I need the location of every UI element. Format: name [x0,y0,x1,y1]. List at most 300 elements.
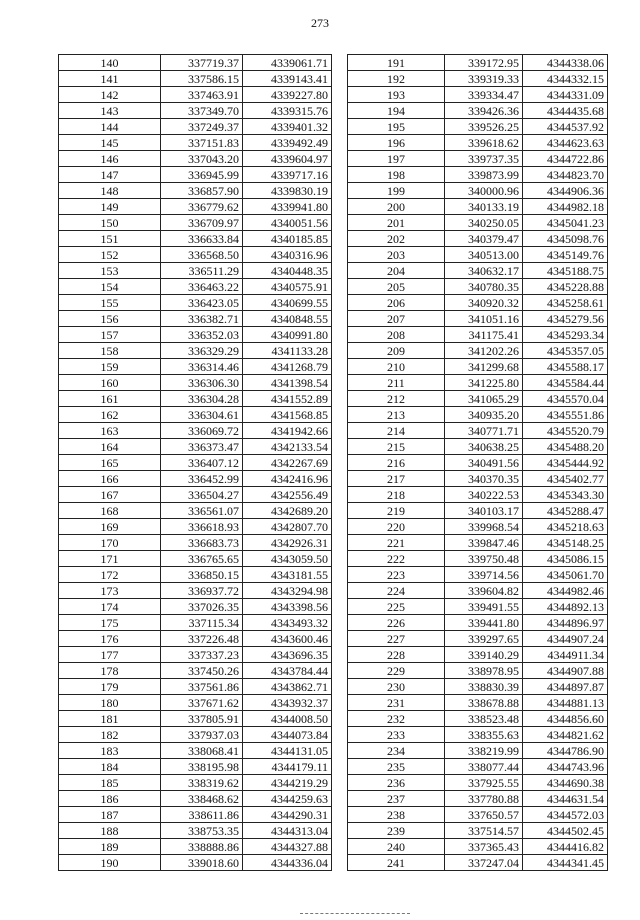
table-row [348,471,608,487]
x-coordinate-cell: 336352.03 [161,327,243,343]
x-coordinate-cell: 338678.88 [445,695,523,711]
table-row [348,279,608,295]
table-row [348,423,608,439]
x-coordinate-cell: 336633.84 [161,231,243,247]
y-coordinate-cell: 4344907.88 [523,663,608,679]
y-coordinate-cell: 4344073.84 [243,727,332,743]
x-coordinate-cell: 339441.80 [445,615,523,631]
point-number-cell: 174 [59,599,161,615]
x-coordinate-cell: 336069.72 [161,423,243,439]
table-row [348,199,608,215]
table-row [59,151,332,167]
y-coordinate-cell: 4344416.82 [523,839,608,855]
y-coordinate-cell: 4340448.35 [243,263,332,279]
table-row [59,663,332,679]
page-number: 273 [311,16,329,30]
x-coordinate-cell: 339737.35 [445,151,523,167]
x-coordinate-cell: 336779.62 [161,199,243,215]
y-coordinate-cell: 4341268.79 [243,359,332,375]
x-coordinate-cell: 336306.30 [161,375,243,391]
point-number-cell: 164 [59,439,161,455]
point-number-cell: 234 [348,743,445,759]
x-coordinate-cell: 337937.03 [161,727,243,743]
table-row [348,631,608,647]
point-number-cell: 186 [59,791,161,807]
point-number-cell: 217 [348,471,445,487]
point-number-cell: 213 [348,407,445,423]
table-row [348,87,608,103]
table-row [59,471,332,487]
y-coordinate-cell: 4345258.61 [523,295,608,311]
point-number-cell: 168 [59,503,161,519]
x-coordinate-cell: 337226.48 [161,631,243,647]
point-number-cell: 159 [59,359,161,375]
table-row [348,135,608,151]
y-coordinate-cell: 4340185.85 [243,231,332,247]
point-number-cell: 143 [59,103,161,119]
point-number-cell: 198 [348,167,445,183]
y-coordinate-cell: 4345584.44 [523,375,608,391]
y-coordinate-cell: 4341942.66 [243,423,332,439]
point-number-cell: 152 [59,247,161,263]
point-number-cell: 240 [348,839,445,855]
x-coordinate-cell: 339750.48 [445,551,523,567]
table-row [348,599,608,615]
x-coordinate-cell: 341225.80 [445,375,523,391]
x-coordinate-cell: 336314.46 [161,359,243,375]
table-row [348,311,608,327]
table-row [59,759,332,775]
x-coordinate-cell: 337780.88 [445,791,523,807]
table-row [348,775,608,791]
point-number-cell: 203 [348,247,445,263]
point-number-cell: 216 [348,455,445,471]
y-coordinate-cell: 4342926.31 [243,535,332,551]
x-coordinate-cell: 336407.12 [161,455,243,471]
y-coordinate-cell: 4343932.37 [243,695,332,711]
table-row [59,183,332,199]
x-coordinate-cell: 339526.25 [445,119,523,135]
point-number-cell: 192 [348,71,445,87]
x-coordinate-cell: 337026.35 [161,599,243,615]
y-coordinate-cell: 4344131.05 [243,743,332,759]
point-number-cell: 197 [348,151,445,167]
y-coordinate-cell: 4344881.13 [523,695,608,711]
table-row [59,535,332,551]
table-row [59,215,332,231]
y-coordinate-cell: 4345551.86 [523,407,608,423]
table-row [59,711,332,727]
table-row [59,647,332,663]
point-number-cell: 237 [348,791,445,807]
point-number-cell: 150 [59,215,161,231]
table-row [348,359,608,375]
table-row [59,55,332,71]
point-number-cell: 241 [348,855,445,871]
point-number-cell: 221 [348,535,445,551]
x-coordinate-cell: 340000.96 [445,183,523,199]
x-coordinate-cell: 337514.57 [445,823,523,839]
table-row [348,247,608,263]
x-coordinate-cell: 340491.56 [445,455,523,471]
x-coordinate-cell: 339873.99 [445,167,523,183]
x-coordinate-cell: 341051.16 [445,311,523,327]
table-row [348,583,608,599]
y-coordinate-cell: 4344259.63 [243,791,332,807]
point-number-cell: 140 [59,55,161,71]
point-number-cell: 199 [348,183,445,199]
point-number-cell: 224 [348,583,445,599]
point-number-cell: 173 [59,583,161,599]
x-coordinate-cell: 336709.97 [161,215,243,231]
point-number-cell: 158 [59,343,161,359]
point-number-cell: 214 [348,423,445,439]
y-coordinate-cell: 4344786.90 [523,743,608,759]
point-number-cell: 162 [59,407,161,423]
point-number-cell: 166 [59,471,161,487]
x-coordinate-cell: 336423.05 [161,295,243,311]
point-number-cell: 148 [59,183,161,199]
point-number-cell: 191 [348,55,445,71]
table-row [59,439,332,455]
table-row [59,407,332,423]
table-row [59,311,332,327]
point-number-cell: 212 [348,391,445,407]
x-coordinate-cell: 336683.73 [161,535,243,551]
table-row [59,791,332,807]
y-coordinate-cell: 4344856.60 [523,711,608,727]
point-number-cell: 154 [59,279,161,295]
y-coordinate-cell: 4340699.55 [243,295,332,311]
y-coordinate-cell: 4340991.80 [243,327,332,343]
y-coordinate-cell: 4341552.89 [243,391,332,407]
y-coordinate-cell: 4344743.96 [523,759,608,775]
point-number-cell: 163 [59,423,161,439]
x-coordinate-cell: 337561.86 [161,679,243,695]
table-row [59,743,332,759]
point-number-cell: 161 [59,391,161,407]
point-number-cell: 205 [348,279,445,295]
point-number-cell: 209 [348,343,445,359]
point-number-cell: 211 [348,375,445,391]
y-coordinate-cell: 4339717.16 [243,167,332,183]
point-number-cell: 200 [348,199,445,215]
table-row [348,567,608,583]
x-coordinate-cell: 339618.62 [445,135,523,151]
y-coordinate-cell: 4344290.31 [243,807,332,823]
x-coordinate-cell: 337719.37 [161,55,243,71]
x-coordinate-cell: 339714.56 [445,567,523,583]
table-row [59,359,332,375]
y-coordinate-cell: 4342267.69 [243,455,332,471]
table-row [59,519,332,535]
y-coordinate-cell: 4344336.04 [243,855,332,871]
table-row [348,55,608,71]
table-row [59,391,332,407]
table-row [59,503,332,519]
y-coordinate-cell: 4345293.34 [523,327,608,343]
table-row [59,855,332,871]
point-number-cell: 155 [59,295,161,311]
y-coordinate-cell: 4342807.70 [243,519,332,535]
y-coordinate-cell: 4340848.55 [243,311,332,327]
x-coordinate-cell: 336568.50 [161,247,243,263]
x-coordinate-cell: 338355.63 [445,727,523,743]
y-coordinate-cell: 4345279.56 [523,311,608,327]
table-row [348,503,608,519]
y-coordinate-cell: 4339604.97 [243,151,332,167]
y-coordinate-cell: 4342133.54 [243,439,332,455]
y-coordinate-cell: 4340316.96 [243,247,332,263]
table-row [348,215,608,231]
y-coordinate-cell: 4345061.70 [523,567,608,583]
x-coordinate-cell: 341065.29 [445,391,523,407]
y-coordinate-cell: 4341133.28 [243,343,332,359]
point-number-cell: 160 [59,375,161,391]
point-number-cell: 204 [348,263,445,279]
x-coordinate-cell: 340250.05 [445,215,523,231]
y-coordinate-cell: 4339401.32 [243,119,332,135]
table-row [348,535,608,551]
y-coordinate-cell: 4344906.36 [523,183,608,199]
x-coordinate-cell: 337151.83 [161,135,243,151]
x-coordinate-cell: 340920.32 [445,295,523,311]
x-coordinate-cell: 336373.47 [161,439,243,455]
x-coordinate-cell: 336304.28 [161,391,243,407]
table-row [348,647,608,663]
x-coordinate-cell: 338077.44 [445,759,523,775]
table-row [348,183,608,199]
table-row [59,567,332,583]
y-coordinate-cell: 4344435.68 [523,103,608,119]
point-number-cell: 184 [59,759,161,775]
table-row [348,343,608,359]
y-coordinate-cell: 4339492.49 [243,135,332,151]
x-coordinate-cell: 338753.35 [161,823,243,839]
point-number-cell: 215 [348,439,445,455]
y-coordinate-cell: 4345188.75 [523,263,608,279]
y-coordinate-cell: 4343862.71 [243,679,332,695]
table-row [348,231,608,247]
x-coordinate-cell: 341202.26 [445,343,523,359]
point-number-cell: 165 [59,455,161,471]
table-row [348,855,608,871]
x-coordinate-cell: 336504.27 [161,487,243,503]
point-number-cell: 141 [59,71,161,87]
x-coordinate-cell: 337043.20 [161,151,243,167]
x-coordinate-cell: 338219.99 [445,743,523,759]
table-row [59,135,332,151]
table-row [348,487,608,503]
table-row [59,167,332,183]
point-number-cell: 208 [348,327,445,343]
table-row [59,119,332,135]
x-coordinate-cell: 336511.29 [161,263,243,279]
point-number-cell: 145 [59,135,161,151]
table-row [59,551,332,567]
x-coordinate-cell: 341175.41 [445,327,523,343]
x-coordinate-cell: 336945.99 [161,167,243,183]
coordinates-table-left [58,54,332,871]
x-coordinate-cell: 337115.34 [161,615,243,631]
table-row [59,231,332,247]
table-row [59,279,332,295]
table-row [348,439,608,455]
y-coordinate-cell: 4345588.17 [523,359,608,375]
y-coordinate-cell: 4345520.79 [523,423,608,439]
x-coordinate-cell: 340222.53 [445,487,523,503]
x-coordinate-cell: 336382.71 [161,311,243,327]
y-coordinate-cell: 4342556.49 [243,487,332,503]
point-number-cell: 238 [348,807,445,823]
y-coordinate-cell: 4345570.04 [523,391,608,407]
point-number-cell: 228 [348,647,445,663]
x-coordinate-cell: 338068.41 [161,743,243,759]
x-coordinate-cell: 340103.17 [445,503,523,519]
y-coordinate-cell: 4345402.77 [523,471,608,487]
x-coordinate-cell: 340513.00 [445,247,523,263]
y-coordinate-cell: 4344341.45 [523,855,608,871]
table-row [348,679,608,695]
point-number-cell: 235 [348,759,445,775]
point-number-cell: 180 [59,695,161,711]
y-coordinate-cell: 4345357.05 [523,343,608,359]
table-row [348,823,608,839]
point-number-cell: 202 [348,231,445,247]
table-row [348,295,608,311]
footer-divider [300,913,410,914]
point-number-cell: 188 [59,823,161,839]
point-number-cell: 175 [59,615,161,631]
coordinates-table-right [347,54,608,871]
x-coordinate-cell: 338523.48 [445,711,523,727]
table-row [348,663,608,679]
x-coordinate-cell: 340370.35 [445,471,523,487]
point-number-cell: 178 [59,663,161,679]
point-number-cell: 181 [59,711,161,727]
y-coordinate-cell: 4344821.62 [523,727,608,743]
y-coordinate-cell: 4339941.80 [243,199,332,215]
y-coordinate-cell: 4344331.09 [523,87,608,103]
x-coordinate-cell: 336561.07 [161,503,243,519]
y-coordinate-cell: 4343600.46 [243,631,332,647]
x-coordinate-cell: 340632.17 [445,263,523,279]
table-row [59,295,332,311]
y-coordinate-cell: 4343696.35 [243,647,332,663]
table-row [59,695,332,711]
y-coordinate-cell: 4344911.34 [523,647,608,663]
y-coordinate-cell: 4344982.46 [523,583,608,599]
table-row [348,327,608,343]
y-coordinate-cell: 4339830.19 [243,183,332,199]
table-row [348,407,608,423]
y-coordinate-cell: 4344982.18 [523,199,608,215]
x-coordinate-cell: 336452.99 [161,471,243,487]
y-coordinate-cell: 4345444.92 [523,455,608,471]
y-coordinate-cell: 4344631.54 [523,791,608,807]
point-number-cell: 172 [59,567,161,583]
x-coordinate-cell: 337450.26 [161,663,243,679]
y-coordinate-cell: 4344623.63 [523,135,608,151]
y-coordinate-cell: 4339061.71 [243,55,332,71]
point-number-cell: 187 [59,807,161,823]
y-coordinate-cell: 4344332.15 [523,71,608,87]
table-row [59,247,332,263]
point-number-cell: 156 [59,311,161,327]
x-coordinate-cell: 339334.47 [445,87,523,103]
point-number-cell: 225 [348,599,445,615]
y-coordinate-cell: 4345041.23 [523,215,608,231]
point-number-cell: 147 [59,167,161,183]
point-number-cell: 171 [59,551,161,567]
y-coordinate-cell: 4344823.70 [523,167,608,183]
y-coordinate-cell: 4345086.15 [523,551,608,567]
x-coordinate-cell: 337365.43 [445,839,523,855]
table-row [348,759,608,775]
point-number-cell: 195 [348,119,445,135]
point-number-cell: 206 [348,295,445,311]
point-number-cell: 177 [59,647,161,663]
y-coordinate-cell: 4343059.50 [243,551,332,567]
point-number-cell: 207 [348,311,445,327]
x-coordinate-cell: 339319.33 [445,71,523,87]
table-row [348,615,608,631]
x-coordinate-cell: 337247.04 [445,855,523,871]
y-coordinate-cell: 4339315.76 [243,103,332,119]
y-coordinate-cell: 4341568.85 [243,407,332,423]
point-number-cell: 218 [348,487,445,503]
x-coordinate-cell: 338978.95 [445,663,523,679]
y-coordinate-cell: 4343181.55 [243,567,332,583]
x-coordinate-cell: 339018.60 [161,855,243,871]
point-number-cell: 179 [59,679,161,695]
x-coordinate-cell: 336329.29 [161,343,243,359]
table-row [348,695,608,711]
point-number-cell: 210 [348,359,445,375]
x-coordinate-cell: 339968.54 [445,519,523,535]
point-number-cell: 232 [348,711,445,727]
table-row [348,167,608,183]
point-number-cell: 182 [59,727,161,743]
y-coordinate-cell: 4344892.13 [523,599,608,615]
x-coordinate-cell: 339172.95 [445,55,523,71]
x-coordinate-cell: 340780.35 [445,279,523,295]
table-row [59,263,332,279]
y-coordinate-cell: 4344313.04 [243,823,332,839]
table-row [59,327,332,343]
table-row [348,455,608,471]
y-coordinate-cell: 4344537.92 [523,119,608,135]
point-number-cell: 231 [348,695,445,711]
point-number-cell: 220 [348,519,445,535]
y-coordinate-cell: 4344907.24 [523,631,608,647]
x-coordinate-cell: 340935.20 [445,407,523,423]
table-row [59,615,332,631]
x-coordinate-cell: 339140.29 [445,647,523,663]
y-coordinate-cell: 4344327.88 [243,839,332,855]
table-row [59,103,332,119]
x-coordinate-cell: 337650.57 [445,807,523,823]
y-coordinate-cell: 4345343.30 [523,487,608,503]
y-coordinate-cell: 4344502.45 [523,823,608,839]
point-number-cell: 236 [348,775,445,791]
table-row [59,599,332,615]
table-row [348,71,608,87]
point-number-cell: 219 [348,503,445,519]
point-number-cell: 230 [348,679,445,695]
x-coordinate-cell: 337349.70 [161,103,243,119]
y-coordinate-cell: 4345288.47 [523,503,608,519]
